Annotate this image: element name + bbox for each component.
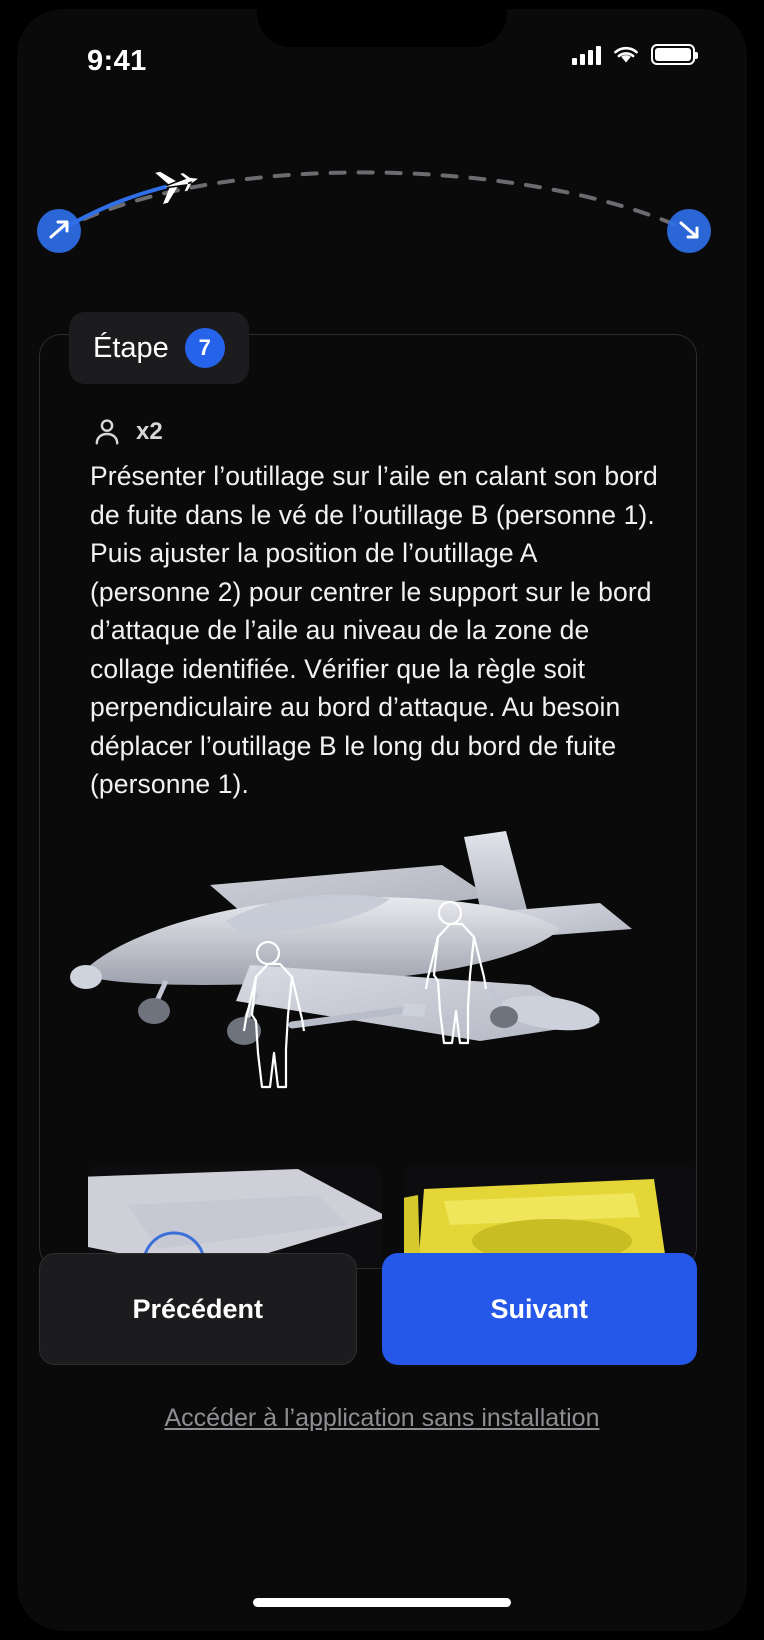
status-bar <box>17 9 747 105</box>
wifi-icon <box>612 44 640 65</box>
phone-screen <box>17 9 747 1631</box>
cellular-bars-icon <box>572 45 601 65</box>
next-button[interactable]: Suivant <box>382 1253 698 1365</box>
battery-full-icon <box>651 44 695 65</box>
person-icon <box>90 415 124 449</box>
home-indicator[interactable] <box>253 1598 511 1607</box>
navigation-buttons <box>39 1253 697 1365</box>
skip-install-link[interactable]: Accéder à l’application sans installation <box>164 1404 600 1432</box>
step-badge-number: 7 <box>185 328 225 368</box>
people-count-label: x2 <box>136 418 163 445</box>
previous-button[interactable]: Précédent <box>39 1253 357 1365</box>
step-badge <box>69 312 249 384</box>
status-indicators <box>572 44 695 65</box>
status-time: 9:41 <box>87 45 147 77</box>
path-remaining <box>59 172 689 231</box>
progress-flight-path <box>17 139 747 284</box>
notch <box>257 9 507 47</box>
step-instruction-text: Présenter l’outillage sur l’aile en calant son bord de fuite dans le vé de l’outillage B (personne 1). Puis ajuster la position de l’outillage A (personne 2) pour centrer le support sur le bord d’attaque de l’aile au niveau de la zone de collage identifiée. Vérifier que la règle soit perpendiculaire au bord d’attaque. Au besoin déplacer l’outillage B le long du bord de fuite (personne 1). <box>90 461 658 799</box>
step-card <box>39 331 697 1269</box>
airplane-icon <box>155 163 202 204</box>
step-badge-label: Étape <box>93 331 169 364</box>
skip-install-row <box>17 1404 747 1433</box>
people-requirement <box>90 415 163 449</box>
aircraft-3d-illustration[interactable] <box>60 825 676 1155</box>
